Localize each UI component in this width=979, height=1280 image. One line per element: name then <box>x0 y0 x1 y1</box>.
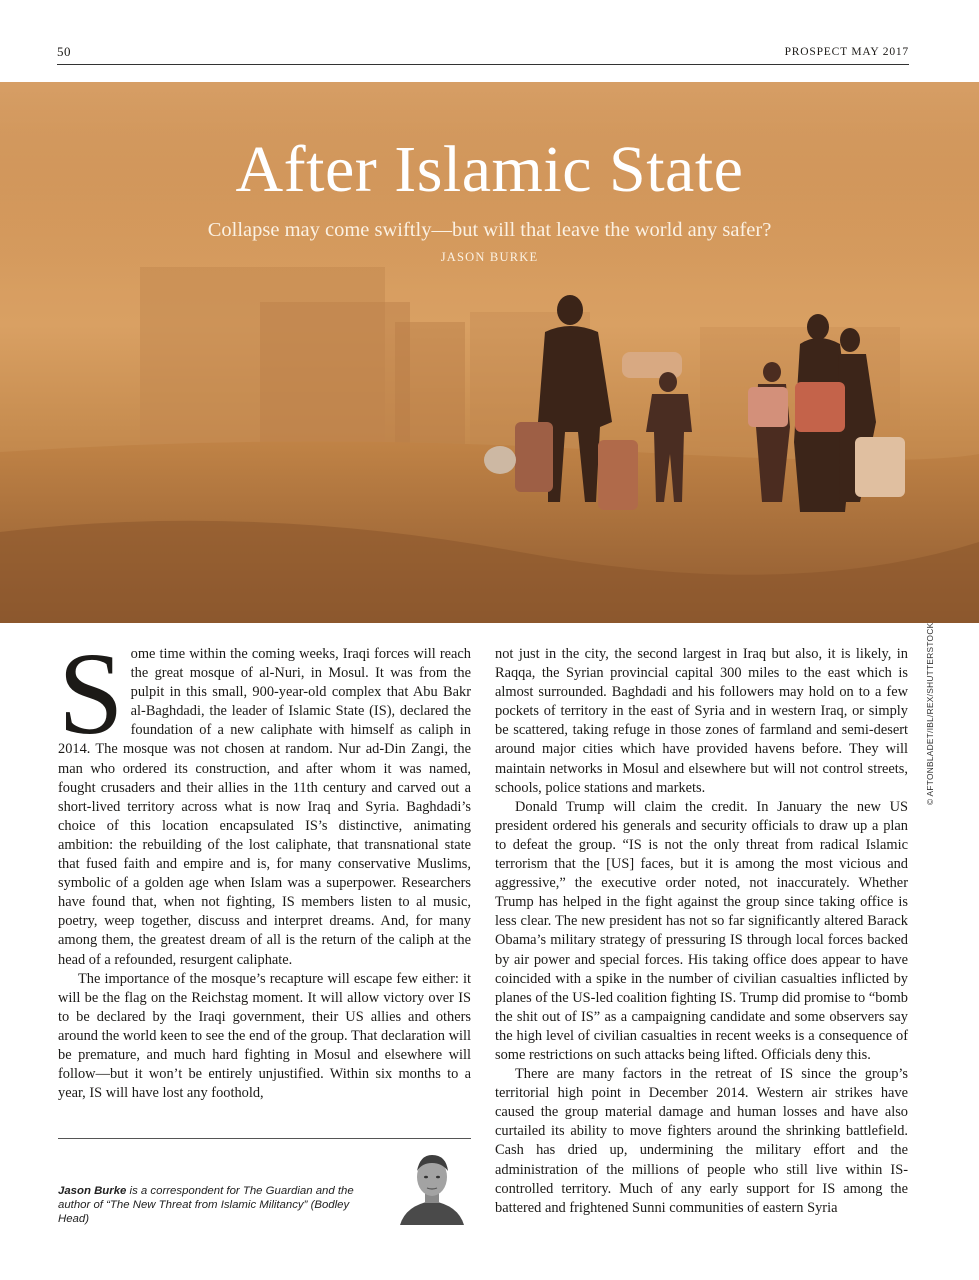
paragraph: There are many factors in the retreat of IS since the group’s territorial high point in December 2014. Western air strikes have caused the group material damage and human losses and have also curtailed its ability to move fighters around the shrinking battlefield. Cash has dried up, undermining the military effort and the administration of the millions of people who still live within IS-controlled territory. Much of any early support for IS among the battered and frightened Sunni communities of eastern Syria <box>495 1066 908 1216</box>
article-title: After Islamic State <box>235 133 744 206</box>
author-bio <box>58 1184 378 1227</box>
paragraph-text: ome time within the coming weeks, Iraqi forces will reach the great mosque of al-Nuri, in Mosul. It was from the pulpit in this small, 900-year-old complex that Abu Bakr al-Baghdadi, the leader of Islamic State (IS), declared the foundation of a new caliphate with himself as caliph in 2014. The mosque was not chosen at random. Nur ad-Din Zangi, the man who ordered its construction, and after whom it was named, fought crusaders and their allies in the 11th century and carved out a short-lived territory across what is now Iraq and Syria. Baghdadi’s choice of this location encapsulated IS’s distinctive, animating ambition: the rebuilding of the lost caliphate, that transnational state that fused faith and empire and is, for many conservative Muslims, symbolic of a golden age when Islam was a superpower. Researchers have found that, when not fighting, IS members listen to al music, poetry, weep together, discuss and interpret dreams. And, for many among them, the greatest dream of all is the return of the caliph at the head of a refounded, resurgent caliphate. <box>58 646 471 968</box>
paragraph: not just in the city, the second largest in Iraq but also, it is likely, in Raqqa, the Syrian provincial capital 300 miles to the east which is almost surrounded. Baghdadi and his followers may hold on to a few pockets of territory in the east of Syria and in western Iraq, or simply be scattered, taking refuge in those zones of farmland and semi-desert around major cities which have provided havens before. They will maintain networks in Mosul and elsewhere but will not control streets, schools, police stations and markets. <box>495 646 908 796</box>
paragraph: Donald Trump will claim the credit. In January the new US president ordered his generals and security officials to draw up a plan to defeat the group. “IS is not the only threat from radical Islamic terrorism that the [US] faces, but it is among the most vicious and aggressive,” the executive order noted, not inaccurately. Whether Trump has helped in the fight against the group since taking office is less clear. The new president has not so far significantly altered Barack Obama’s military strategy of pressuring IS through local forces backed by air power and special forces. His taking office does appear to have coincided with a spike in the number of civilian casualties inflicted by planes of the US-led coalition fighting IS. Trump did promise to “bomb the shit out of IS” as a campaigning candidate and some observers say the high level of civilian casualties in recent weeks is a consequence of some restrictions on such attacks being lifted. Officials deny this. <box>495 798 908 1063</box>
bio-divider <box>58 1138 471 1139</box>
author-bio-text: is a correspondent for The Guardian and the author of “The New Threat from Islamic Militancy” (Bodley Head) <box>58 1185 354 1226</box>
article-subtitle: Collapse may come swiftly—but will that leave the world any safer? <box>207 219 772 241</box>
page-header <box>57 44 909 65</box>
paragraph <box>58 628 471 970</box>
author-portrait <box>392 1145 472 1225</box>
page-number: 50 <box>57 44 71 59</box>
magazine-date: PROSPECT MAY 2017 <box>784 46 909 58</box>
article-byline: JASON BURKE <box>440 250 539 264</box>
paragraph: The importance of the mosque’s recapture will escape few either: it will be the flag on the Reichstag moment. It will allow victory over IS to be declared by the Iraqi government, their US allies and others around the world keen to see the end of the group. That declaration will be premature, and much hard fighting in Mosul and elsewhere will follow—but it won’t be entirely unjustified. Within six months to a year, IS will have lost any foothold, <box>58 970 471 1102</box>
photo-credit: © AFTONBLADET/IBL/REX/SHUTTERSTOCK <box>925 622 935 805</box>
article-column-right <box>495 645 908 1218</box>
drop-cap: S <box>58 628 124 759</box>
article-column-left <box>58 628 471 1103</box>
author-name: Jason Burke <box>58 1185 127 1197</box>
